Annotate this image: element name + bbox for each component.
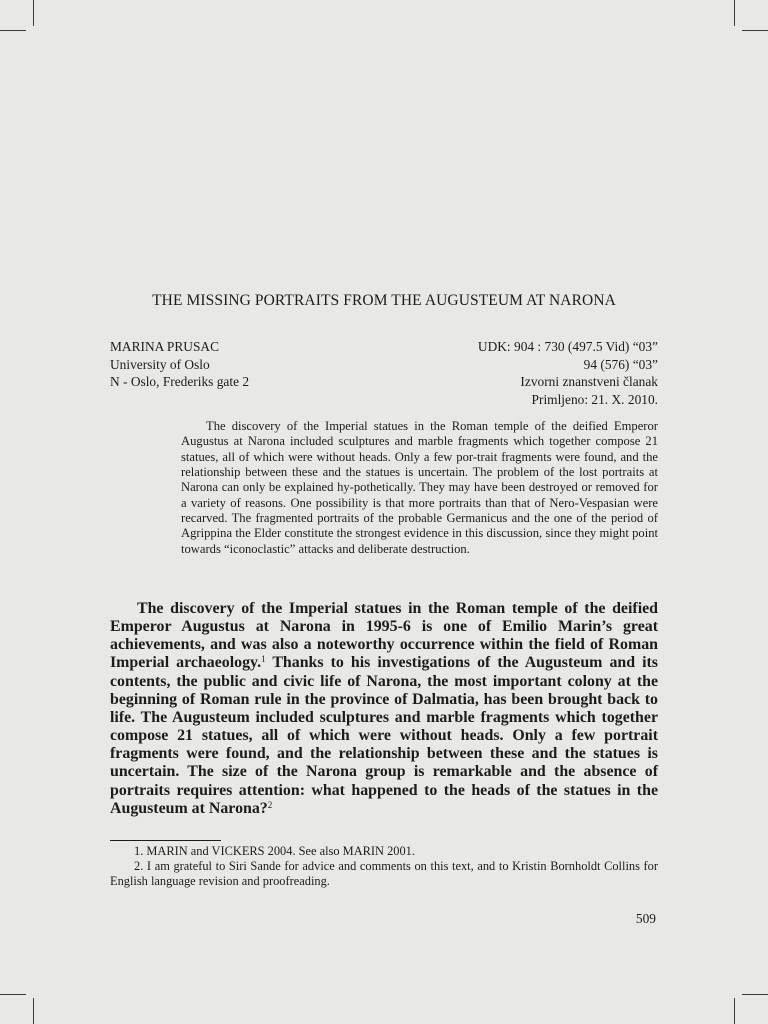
abstract: The discovery of the Imperial statues in the Roman temple of the deified Emperor Augustus at Narona included sculptures and marble fragments which together compose 21 statues, all of which were without heads. Only a few por-trait fragments were found, and the relationship between these and the statues is uncertain. The problem of the lost portraits at Narona can only be explained hy-pothetically. They may have been destroyed or removed for a variety of reasons. One possibility is that more portraits than that of Nero-Vespasian were recarved. The fragmented portraits of the probable Germanicus and the one of the period of Agrippina the Elder constitute the strongest evidence in this discussion, since they might point towards “iconoclastic” attacks and deliberate destruction. (181, 419, 658, 556)
crop-mark-top-right-vertical (734, 0, 735, 26)
crop-mark-bottom-left-vertical (33, 998, 34, 1024)
received-date: Primljeno: 21. X. 2010. (531, 391, 658, 407)
body-text-part1: The discovery of the Imperial statues in the Roman temple of the deified Emperor Augustus at Narona in 1995-6 is one of Emilio Marin’s great achievements, and was also a noteworthy occurrence within the field of Roman Imperial archaeology. (110, 600, 658, 672)
classification-block (478, 338, 658, 408)
author-address: N - Oslo, Frederiks gate 2 (110, 374, 250, 390)
footnote-1: 1. MARIN and VICKERS 2004. See also MARIN 2001. (134, 844, 415, 858)
udk-code-line1: UDK: 904 : 730 (497.5 Vid) “03” (477, 339, 658, 354)
author-block (110, 338, 249, 391)
article-title: THE MISSING PORTRAITS FROM THE AUGUSTEUM AT NARONA (152, 292, 616, 309)
footnote-divider (110, 840, 221, 841)
crop-mark-bottom-left-horizontal (0, 994, 26, 995)
paper-type: Izvorni znanstveni članak (520, 374, 658, 390)
crop-mark-bottom-right-vertical (734, 998, 735, 1024)
crop-mark-bottom-right-horizontal (742, 994, 768, 995)
crop-mark-top-left-horizontal (0, 30, 26, 31)
footnote-ref-2: 2 (267, 799, 273, 810)
author-name: MARINA PRUSAC (110, 339, 220, 354)
crop-mark-top-left-vertical (33, 0, 34, 26)
author-affiliation: University of Oslo (110, 356, 210, 372)
footnote-2: 2. I am grateful to Siri Sande for advice and comments on this text, and to Kristin Bornholdt Collins for English language revision and proofreading. (110, 859, 658, 889)
footnotes (110, 844, 658, 890)
page-number: 509 (635, 911, 656, 926)
crop-mark-top-right-horizontal (742, 30, 768, 31)
footnote-ref-1: 1 (261, 654, 266, 665)
udk-code-line2: 94 (576) “03” (583, 356, 658, 372)
body-paragraph (110, 600, 658, 818)
body-text-part2: Thanks to his investigations of the Augusteum and its contents, the public and civic life of Narona, the most important colony at the beginning of Roman rule in the province of Dalmatia, has been brought back to life. The Augusteum included sculptures and marble fragments which together compose 21 statues, all of which were without heads. Only a few portrait fragments were found, and the relationship between these and the statues is uncertain. The size of the Narona group is remarkable and the absence of portraits requires attention: what happened to the heads of the statues in the Augusteum at Narona? (110, 654, 658, 817)
